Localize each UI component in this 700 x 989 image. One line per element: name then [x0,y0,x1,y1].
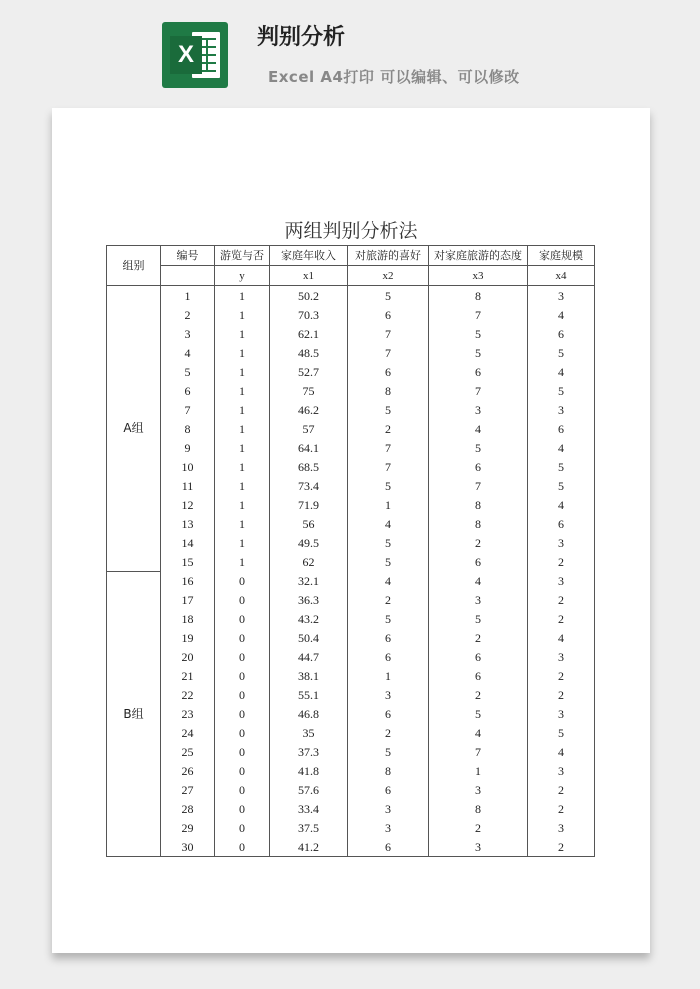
table-cell: 0 [215,590,270,609]
table-cell: 50.2 [270,286,348,306]
table-row [107,666,595,685]
table-cell: 3 [528,286,595,306]
table-cell: 7 [348,457,429,476]
table-row [107,723,595,742]
table-cell: 29 [161,818,215,837]
table-cell: 57 [270,419,348,438]
table-cell: 5 [528,457,595,476]
table-cell: 1 [215,286,270,306]
table-row [107,438,595,457]
table-cell: 7 [348,324,429,343]
table-row [107,324,595,343]
table-cell: 73.4 [270,476,348,495]
table-cell: 4 [528,305,595,324]
table-cell: 6 [161,381,215,400]
table-cell: 6 [348,837,429,857]
table-cell: 6 [429,666,528,685]
table-cell: 0 [215,780,270,799]
table-row [107,590,595,609]
table-cell: 4 [429,419,528,438]
table-cell: 1 [215,476,270,495]
table-row [107,837,595,857]
table-cell: 6 [528,419,595,438]
table-cell: 0 [215,837,270,857]
table-cell: 62.1 [270,324,348,343]
group-label: B组 [107,571,161,857]
table-cell: 52.7 [270,362,348,381]
table-cell: 0 [215,628,270,647]
table-cell: 36.3 [270,590,348,609]
table-cell: 2 [528,837,595,857]
table-cell: 1 [215,438,270,457]
variable-cell: y [215,266,270,286]
table-cell: 7 [161,400,215,419]
table-cell: 20 [161,647,215,666]
table-cell: 5 [429,609,528,628]
table-cell: 28 [161,799,215,818]
table-cell: 0 [215,704,270,723]
table-cell: 7 [348,438,429,457]
table-cell: 1 [215,343,270,362]
table-cell: 1 [215,419,270,438]
table-cell: 6 [348,780,429,799]
table-cell: 0 [215,818,270,837]
table-cell: 4 [348,514,429,533]
table-cell: 1 [215,514,270,533]
paper-sheet [52,108,650,953]
table-row [107,818,595,837]
table-row [107,533,595,552]
table-row [107,305,595,324]
table-row [107,343,595,362]
table-cell: 6 [528,324,595,343]
variable-cell: x2 [348,266,429,286]
table-cell: 6 [348,647,429,666]
table-cell: 5 [429,704,528,723]
table-row [107,780,595,799]
table-cell: 3 [528,647,595,666]
table-cell: 56 [270,514,348,533]
table-cell: 6 [429,647,528,666]
excel-icon [162,22,228,88]
table-row [107,609,595,628]
table-cell: 57.6 [270,780,348,799]
table-row [107,628,595,647]
table-cell: 0 [215,666,270,685]
table-cell: 1 [215,381,270,400]
table-cell: 35 [270,723,348,742]
table-cell: 5 [348,476,429,495]
table-row [107,799,595,818]
table-row [107,400,595,419]
table-row [107,704,595,723]
table-cell: 3 [429,400,528,419]
table-cell: 0 [215,647,270,666]
table-cell: 3 [528,400,595,419]
variable-cell: x3 [429,266,528,286]
table-cell: 5 [348,552,429,571]
table-cell: 1 [161,286,215,306]
table-cell: 48.5 [270,343,348,362]
header-cell-visit: 游览与否 [215,246,270,266]
table-cell: 2 [348,590,429,609]
table-cell: 5 [348,742,429,761]
table-cell: 7 [429,381,528,400]
table-row [107,476,595,495]
table-cell: 46.8 [270,704,348,723]
table-cell: 21 [161,666,215,685]
table-cell: 5 [161,362,215,381]
table-cell: 3 [348,685,429,704]
table-cell: 8 [429,286,528,306]
table-cell: 5 [429,343,528,362]
sheet-title: 两组判别分析法 [284,220,418,242]
table-cell: 5 [528,476,595,495]
table-cell: 4 [429,571,528,590]
table-cell: 2 [528,590,595,609]
table-cell: 5 [348,400,429,419]
table-cell: 3 [161,324,215,343]
table-cell: 13 [161,514,215,533]
table-row [107,286,595,306]
table-cell: 62 [270,552,348,571]
table-cell: 6 [429,552,528,571]
table-cell: 4 [528,628,595,647]
table-cell: 0 [215,723,270,742]
table-cell: 1 [215,400,270,419]
table-cell: 1 [348,666,429,685]
table-row [107,362,595,381]
table-cell: 49.5 [270,533,348,552]
table-cell: 6 [528,514,595,533]
table-cell: 1 [215,362,270,381]
table-cell: 2 [348,723,429,742]
table-cell: 2 [528,685,595,704]
table-cell: 5 [429,324,528,343]
table-cell: 4 [429,723,528,742]
table-cell: 17 [161,590,215,609]
table-cell: 27 [161,780,215,799]
table-cell: 15 [161,552,215,571]
table-cell: 4 [528,495,595,514]
table-cell: 1 [215,552,270,571]
table-cell: 8 [429,514,528,533]
table-cell: 1 [215,324,270,343]
data-table [106,245,595,857]
table-cell: 7 [348,343,429,362]
table-cell: 3 [528,818,595,837]
header-cell-attitude: 对家庭旅游的态度 [429,246,528,266]
table-cell: 3 [429,780,528,799]
table-cell: 5 [429,438,528,457]
table-cell: 23 [161,704,215,723]
table-cell: 3 [528,571,595,590]
table-cell: 1 [215,457,270,476]
table-cell: 0 [215,742,270,761]
table-cell: 2 [429,628,528,647]
table-cell: 1 [215,533,270,552]
excel-icon-letter: X [170,36,202,74]
table-cell: 5 [528,343,595,362]
table-cell: 8 [161,419,215,438]
table-cell: 8 [348,381,429,400]
table-cell: 25 [161,742,215,761]
table-row [107,761,595,780]
table-cell: 5 [348,609,429,628]
header-cell-id: 编号 [161,246,215,266]
table-cell: 0 [215,685,270,704]
table-cell: 38.1 [270,666,348,685]
table-cell: 7 [429,476,528,495]
group-label: A组 [107,286,161,572]
table-cell: 37.5 [270,818,348,837]
table-cell: 6 [348,362,429,381]
table-cell: 1 [215,305,270,324]
table-cell: 71.9 [270,495,348,514]
table-cell: 30 [161,837,215,857]
table-cell: 6 [348,704,429,723]
table-cell: 64.1 [270,438,348,457]
table-cell: 1 [215,495,270,514]
table-row [107,571,595,590]
header-cell-family-size: 家庭规模 [528,246,595,266]
variable-cell: x4 [528,266,595,286]
header-cell-income: 家庭年收入 [270,246,348,266]
table-cell: 12 [161,495,215,514]
table-cell: 22 [161,685,215,704]
table-cell: 6 [429,362,528,381]
table-cell: 43.2 [270,609,348,628]
table-row [107,647,595,666]
table-cell: 2 [528,552,595,571]
table-cell: 14 [161,533,215,552]
table-row [107,381,595,400]
table-cell: 0 [215,761,270,780]
table-cell: 44.7 [270,647,348,666]
table-cell: 8 [429,799,528,818]
table-cell: 41.2 [270,837,348,857]
table-cell: 3 [348,818,429,837]
table-cell: 3 [429,590,528,609]
table-cell: 50.4 [270,628,348,647]
table-cell: 1 [429,761,528,780]
table-cell: 4 [528,742,595,761]
table-cell: 6 [429,457,528,476]
table-cell: 2 [528,609,595,628]
variable-row [107,266,595,286]
table-cell: 3 [429,837,528,857]
table-row [107,742,595,761]
table-row [107,495,595,514]
table-cell: 55.1 [270,685,348,704]
table-cell: 2 [429,533,528,552]
table-cell: 75 [270,381,348,400]
table-cell: 3 [528,704,595,723]
table-cell: 46.2 [270,400,348,419]
table-cell: 11 [161,476,215,495]
table-cell: 32.1 [270,571,348,590]
table-cell: 4 [528,438,595,457]
table-cell: 2 [528,666,595,685]
header-cell-preference: 对旅游的喜好 [348,246,429,266]
variable-cell-empty [161,266,215,286]
header-row [107,246,595,266]
table-cell: 2 [429,685,528,704]
table-cell: 3 [348,799,429,818]
table-cell: 0 [215,609,270,628]
table-cell: 68.5 [270,457,348,476]
table-cell: 4 [528,362,595,381]
table-row [107,514,595,533]
table-row [107,419,595,438]
table-cell: 3 [528,761,595,780]
table-cell: 4 [161,343,215,362]
table-row [107,685,595,704]
table-cell: 37.3 [270,742,348,761]
table-cell: 5 [348,533,429,552]
table-cell: 8 [348,761,429,780]
table-cell: 2 [348,419,429,438]
table-cell: 16 [161,571,215,590]
table-cell: 9 [161,438,215,457]
table-cell: 6 [348,305,429,324]
table-cell: 1 [348,495,429,514]
page-title: 判别分析 [257,25,346,50]
table-row [107,457,595,476]
page-subtitle: Excel A4打印 可以编辑、可以修改 [268,68,520,86]
table-row [107,552,595,571]
table-cell: 5 [348,286,429,306]
table-cell: 5 [528,723,595,742]
table-cell: 24 [161,723,215,742]
table-cell: 33.4 [270,799,348,818]
variable-cell: x1 [270,266,348,286]
table-cell: 2 [429,818,528,837]
table-cell: 7 [429,742,528,761]
table-cell: 4 [348,571,429,590]
table-cell: 8 [429,495,528,514]
table-cell: 2 [528,799,595,818]
table-cell: 2 [528,780,595,799]
table-cell: 18 [161,609,215,628]
table-cell: 6 [348,628,429,647]
table-cell: 5 [528,381,595,400]
table-cell: 7 [429,305,528,324]
table-cell: 26 [161,761,215,780]
table-cell: 19 [161,628,215,647]
header-cell-group: 组别 [107,246,161,286]
table-cell: 0 [215,799,270,818]
table-cell: 3 [528,533,595,552]
table-cell: 70.3 [270,305,348,324]
table-cell: 2 [161,305,215,324]
table-cell: 10 [161,457,215,476]
header [0,0,700,100]
table-cell: 0 [215,571,270,590]
table-cell: 41.8 [270,761,348,780]
